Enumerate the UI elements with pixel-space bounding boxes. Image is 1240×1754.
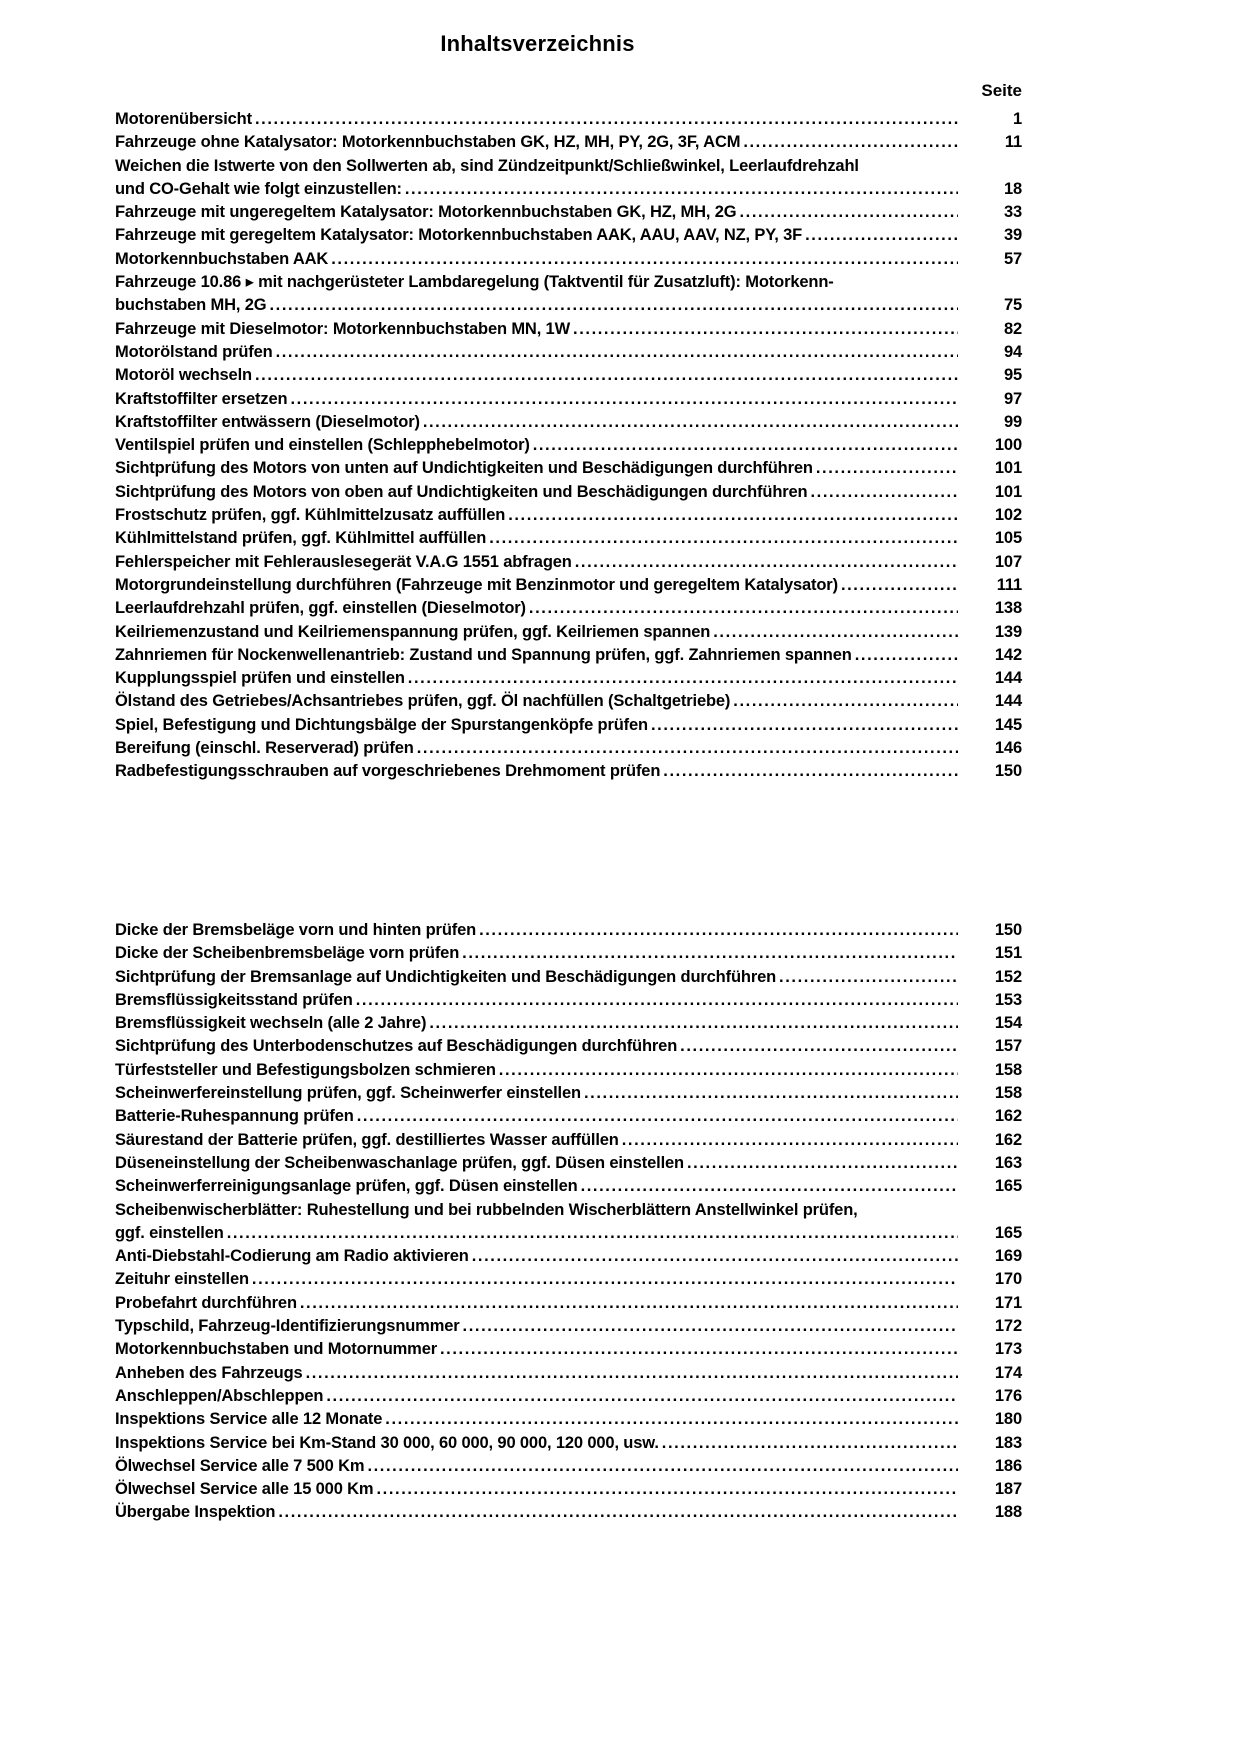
- toc-entry-page-number: 11: [1004, 133, 1022, 152]
- toc-entry-text: ggf. einstellen: [115, 1223, 224, 1242]
- toc-entry-text: Kraftstoffilter ersetzen: [115, 389, 288, 408]
- toc-entry-line: [115, 1385, 1022, 1408]
- toc-entry-page-number: 75: [1003, 296, 1022, 315]
- toc-entry-line: [115, 1315, 1022, 1338]
- toc-entry-line: [115, 1175, 1022, 1198]
- dot-leader: [486, 527, 958, 550]
- dot-leader: [275, 1501, 958, 1524]
- toc-entry-text: Dicke der Scheibenbremsbeläge vorn prüfen: [115, 944, 460, 963]
- toc-entry-page-number: 157: [994, 1037, 1022, 1056]
- dot-leader: [460, 1315, 958, 1338]
- toc-entry-line: [115, 919, 1022, 942]
- toc-section-2: [115, 919, 1022, 1525]
- toc-entry-page-number: 151: [994, 944, 1022, 963]
- toc-entry-page-number: 165: [994, 1177, 1022, 1196]
- toc-entry-text: Dicke der Bremsbeläge vorn und hinten prüfen: [115, 921, 477, 939]
- toc-entry-line: [115, 341, 1022, 364]
- toc-entry-page-number: 172: [994, 1317, 1022, 1336]
- dot-leader: [684, 1152, 958, 1175]
- toc-entry-line: [115, 597, 1022, 620]
- toc-entry-text: Spiel, Befestigung und Dichtungsbälge der Spurstangenköpfe prüfen: [115, 715, 648, 734]
- toc-entry-page-number: 102: [994, 506, 1022, 525]
- toc-entry-page-number: 183: [994, 1433, 1022, 1452]
- toc-entry-line: [115, 248, 1022, 271]
- toc-entry-line: [115, 667, 1022, 690]
- dot-leader: [459, 942, 958, 965]
- toc-entry-text: Türfeststeller und Befestigungsbolzen schmieren: [115, 1060, 496, 1079]
- toc-entry-page-number: 33: [1003, 203, 1022, 222]
- toc-entry-text: Anheben des Fahrzeugs: [115, 1363, 303, 1382]
- dot-leader: [677, 1035, 958, 1058]
- toc-entry-line: [115, 434, 1022, 457]
- toc-entry-page-number: 150: [994, 762, 1022, 781]
- toc-entry-text: Sichtprüfung des Motors von unten auf Undichtigkeiten und Beschädigungen durchführen: [115, 459, 813, 478]
- toc-entry-line: [115, 966, 1022, 989]
- toc-entry-page-number: 163: [994, 1153, 1022, 1172]
- dot-leader: [249, 1268, 958, 1291]
- toc-entry-text: Motorkennbuchstaben und Motornummer: [115, 1340, 437, 1359]
- dot-leader: [737, 201, 959, 224]
- dot-leader: [813, 457, 958, 480]
- toc-entry-line: [115, 1105, 1022, 1128]
- toc-entry-page-number: 169: [994, 1247, 1022, 1266]
- toc-entry-line: [115, 364, 1022, 387]
- toc-entry-page-number: 186: [994, 1456, 1022, 1475]
- toc-entry-text: Inspektions Service alle 12 Monate: [115, 1410, 383, 1429]
- toc-entry-text: Kühlmittelstand prüfen, ggf. Kühlmittel auffüllen: [115, 529, 487, 548]
- dot-leader: [266, 294, 958, 317]
- dot-leader: [364, 1455, 958, 1478]
- toc-entry-text: Kraftstoffilter entwässern (Dieselmotor): [115, 412, 420, 431]
- toc-entry-line: [115, 1035, 1022, 1058]
- toc-entry-line: [115, 1012, 1022, 1035]
- toc-entry-text: Düseneinstellung der Scheibenwaschanlage prüfen, ggf. Düsen einstellen: [115, 1153, 684, 1172]
- toc-entry-text: Ölstand des Getriebes/Achsantriebes prüfen, ggf. Öl nachfüllen (Schaltgetriebe): [115, 692, 731, 711]
- toc-entry-line: [115, 942, 1022, 965]
- toc-entry-line: [115, 224, 1022, 247]
- dot-leader: [710, 621, 958, 644]
- toc-entry-page-number: 187: [994, 1480, 1022, 1499]
- toc-entry-line: [115, 457, 1022, 480]
- toc-entry-line: [115, 989, 1022, 1012]
- dot-leader: [530, 434, 958, 457]
- toc-entry-line: [115, 737, 1022, 760]
- toc-entry-page-number: 153: [994, 990, 1022, 1009]
- toc-entry-line: [115, 1408, 1022, 1431]
- toc-section-1: [115, 108, 1022, 784]
- toc-entry-text: Bereifung (einschl. Reserverad) prüfen: [115, 739, 414, 758]
- toc-entry-line: [115, 714, 1022, 737]
- dot-leader: [660, 760, 958, 783]
- dot-leader: [505, 504, 958, 527]
- seite-column-header: Seite: [981, 81, 1022, 100]
- toc-entry-page-number: 150: [994, 921, 1022, 939]
- toc-entry-page-number: 95: [1003, 366, 1022, 385]
- toc-entry-line: [115, 1129, 1022, 1152]
- toc-entry-line: [115, 527, 1022, 550]
- toc-entry-page-number: 100: [994, 436, 1022, 455]
- toc-entry-page-number: 57: [1003, 249, 1022, 268]
- toc-entry-page-number: 152: [994, 967, 1022, 986]
- page-title: Inhaltsverzeichnis: [440, 31, 635, 56]
- toc-entry-line: [115, 621, 1022, 644]
- dot-leader: [469, 1245, 958, 1268]
- toc-entry-text: Weichen die Istwerte von den Sollwerten ab, sind Zündzeitpunkt/Schließwinkel, Leerlaufdrehzahl: [115, 156, 859, 175]
- toc-entry-line: [115, 1152, 1022, 1175]
- toc-entry-text: Probefahrt durchführen: [115, 1293, 297, 1312]
- toc-entry-page-number: 180: [994, 1410, 1022, 1429]
- toc-entry-text: Übergabe Inspektion: [115, 1503, 276, 1522]
- toc-entry-line: [115, 481, 1022, 504]
- dot-leader: [297, 1292, 958, 1315]
- dot-leader: [570, 318, 958, 341]
- toc-entry-line: [115, 178, 1022, 201]
- dot-leader: [740, 131, 958, 154]
- toc-entry-page-number: 101: [994, 459, 1022, 478]
- toc-entry-text: Keilriemenzustand und Keilriemenspannung prüfen, ggf. Keilriemen spannen: [115, 622, 711, 641]
- toc-entry-page-number: 154: [994, 1014, 1022, 1033]
- toc-entry-text: Ölwechsel Service alle 7 500 Km: [115, 1456, 365, 1475]
- toc-entry-text: Sichtprüfung der Bremsanlage auf Undichtigkeiten und Beschädigungen durchführen: [115, 967, 777, 986]
- dot-leader: [405, 667, 958, 690]
- toc-entry-page-number: 1: [1012, 110, 1022, 128]
- toc-entry-page-number: 94: [1003, 342, 1022, 361]
- toc-entry-page-number: 144: [994, 692, 1022, 711]
- toc-entry-text: Motorkennbuchstaben AAK: [115, 249, 329, 268]
- toc-entry-text: Motorenübersicht: [115, 110, 252, 128]
- toc-entry-line: [115, 294, 1022, 317]
- toc-entry-text: und CO-Gehalt wie folgt einzustellen:: [115, 179, 402, 198]
- toc-entry-line: [115, 1199, 1022, 1222]
- dot-leader: [402, 178, 958, 201]
- toc-entry-line: [115, 1059, 1022, 1082]
- toc-entry-page-number: 142: [994, 645, 1022, 664]
- toc-entry-text: Fahrzeuge mit Dieselmotor: Motorkennbuchstaben MN, 1W: [115, 319, 571, 338]
- toc-entry-line: [115, 551, 1022, 574]
- toc-entry-text: Fahrzeuge ohne Katalysator: Motorkennbuchstaben GK, HZ, MH, PY, 2G, 3F, ACM: [115, 133, 741, 152]
- dot-leader: [838, 574, 958, 597]
- toc-entry-text: Motorölstand prüfen: [115, 342, 273, 361]
- toc-entry-line: [115, 1222, 1022, 1245]
- toc-entry-line: [115, 504, 1022, 527]
- toc-entry-page-number: 162: [994, 1130, 1022, 1149]
- toc-entry-text: Bremsflüssigkeitsstand prüfen: [115, 990, 353, 1009]
- dot-leader: [581, 1082, 958, 1105]
- toc-entry-line: [115, 644, 1022, 667]
- toc-entry-page-number: 176: [994, 1386, 1022, 1405]
- toc-entry-text: Sichtprüfung des Unterbodenschutzes auf Beschädigungen durchführen: [115, 1037, 678, 1056]
- toc-entry-text: Säurestand der Batterie prüfen, ggf. destilliertes Wasser auffüllen: [115, 1130, 619, 1149]
- toc-entry-line: [115, 201, 1022, 224]
- toc-entry-line: [115, 271, 1022, 294]
- toc-entry-line: [115, 1501, 1022, 1524]
- dot-leader: [303, 1362, 958, 1385]
- toc-entry-page-number: 107: [994, 552, 1022, 571]
- toc-entry-text: Motorgrundeinstellung durchführen (Fahrzeuge mit Benzinmotor und geregeltem Katalysator): [115, 575, 838, 594]
- toc-entry-text: Kupplungsspiel prüfen und einstellen: [115, 669, 405, 688]
- toc-entry-text: Radbefestigungsschrauben auf vorgeschriebenes Drehmoment prüfen: [115, 762, 661, 781]
- toc-entry-line: [115, 760, 1022, 783]
- toc-entry-text: Anti-Diebstahl-Codierung am Radio aktivieren: [115, 1247, 469, 1266]
- toc-entry-page-number: 99: [1003, 412, 1022, 431]
- dot-leader: [328, 248, 958, 271]
- toc-entry-page-number: 97: [1003, 389, 1022, 408]
- dot-leader: [802, 224, 958, 247]
- dot-leader: [619, 1129, 958, 1152]
- toc-entry-line: [115, 1362, 1022, 1385]
- toc-entry-text: Bremsflüssigkeit wechseln (alle 2 Jahre): [115, 1014, 427, 1033]
- toc-entry-text: Typschild, Fahrzeug-Identifizierungsnummer: [115, 1317, 460, 1336]
- dot-leader: [323, 1385, 958, 1408]
- dot-leader: [224, 1222, 958, 1245]
- dot-leader: [776, 966, 958, 989]
- toc-entry-page-number: 158: [994, 1060, 1022, 1079]
- toc-entry-line: [115, 318, 1022, 341]
- toc-entry-line: [115, 1292, 1022, 1315]
- dot-leader: [252, 108, 958, 131]
- toc-entry-line: [115, 108, 1022, 131]
- toc-entry-text: Scheinwerfereinstellung prüfen, ggf. Scheinwerfer einstellen: [115, 1084, 581, 1103]
- dot-leader: [353, 989, 958, 1012]
- dot-leader: [414, 737, 958, 760]
- toc-entry-page-number: 82: [1003, 319, 1022, 338]
- dot-leader: [526, 597, 958, 620]
- toc-entry-text: Scheibenwischerblätter: Ruhestellung und bei rubbelnden Wischerblättern Anstellwinkel prüfen,: [115, 1200, 858, 1219]
- toc-entry-page-number: 170: [994, 1270, 1022, 1289]
- toc-entry-line: [115, 690, 1022, 713]
- dot-leader: [852, 644, 958, 667]
- toc-entry-text: Leerlaufdrehzahl prüfen, ggf. einstellen (Dieselmotor): [115, 599, 526, 618]
- toc-entry-page-number: 139: [994, 622, 1022, 641]
- toc-entry-page-number: 171: [994, 1293, 1022, 1312]
- toc-entry-line: [115, 1432, 1022, 1455]
- toc-entry-text: Sichtprüfung des Motors von oben auf Undichtigkeiten und Beschädigungen durchführen: [115, 482, 808, 501]
- toc-entry-text: Ölwechsel Service alle 15 000 Km: [115, 1480, 374, 1499]
- toc-entry-line: [115, 1478, 1022, 1501]
- toc-entry-page-number: 162: [994, 1107, 1022, 1126]
- toc-entry-page-number: 174: [994, 1363, 1022, 1382]
- toc-entry-text: Anschleppen/Abschleppen: [115, 1386, 324, 1405]
- toc-entry-page-number: 111: [996, 575, 1022, 594]
- toc-entry-line: [115, 1245, 1022, 1268]
- toc-entry-text: Fehlerspeicher mit Fehlerauslesegerät V.A.G 1551 abfragen: [115, 552, 572, 571]
- toc-entry-text: Inspektions Service bei Km-Stand 30 000, 60 000, 90 000, 120 000, usw.: [115, 1433, 659, 1452]
- dot-leader: [252, 364, 958, 387]
- toc-entry-text: Batterie-Ruhespannung prüfen: [115, 1107, 354, 1126]
- toc-entry-page-number: 101: [994, 482, 1022, 501]
- dot-leader: [420, 411, 958, 434]
- dot-leader: [476, 919, 958, 942]
- toc-entry-text: Frostschutz prüfen, ggf. Kühlmittelzusatz auffüllen: [115, 506, 506, 525]
- toc-entry-line: [115, 574, 1022, 597]
- toc-entry-line: [115, 388, 1022, 411]
- dot-leader: [373, 1478, 958, 1501]
- toc-entry-text: Zahnriemen für Nockenwellenantrieb: Zustand und Spannung prüfen, ggf. Zahnriemen spannen: [115, 645, 852, 664]
- dot-leader: [807, 481, 958, 504]
- toc-entry-line: [115, 1268, 1022, 1291]
- toc-entry-page-number: 138: [994, 599, 1022, 618]
- dot-leader: [578, 1175, 958, 1198]
- toc-entry-page-number: 145: [994, 715, 1022, 734]
- dot-leader: [496, 1059, 958, 1082]
- toc-entry-page-number: 144: [994, 669, 1022, 688]
- toc-entry-page-number: 158: [994, 1084, 1022, 1103]
- dot-leader: [273, 341, 958, 364]
- toc-entry-page-number: 165: [994, 1223, 1022, 1242]
- dot-leader: [426, 1012, 958, 1035]
- toc-entry-text: Fahrzeuge 10.86 ▸ mit nachgerüsteter Lambdaregelung (Taktventil für Zusatzluft): Motorkenn-: [115, 273, 834, 292]
- toc-entry-text: Zeituhr einstellen: [115, 1270, 249, 1289]
- toc-entry-line: [115, 411, 1022, 434]
- dot-leader: [659, 1432, 958, 1455]
- toc-entry-page-number: 146: [994, 739, 1022, 758]
- toc-entry-text: Motoröl wechseln: [115, 366, 252, 385]
- dot-leader: [730, 690, 958, 713]
- dot-leader: [437, 1338, 958, 1361]
- dot-leader: [648, 714, 958, 737]
- toc-entry-line: [115, 1338, 1022, 1361]
- toc-entry-page-number: 173: [994, 1340, 1022, 1359]
- dot-leader: [572, 551, 958, 574]
- toc-entry-line: [115, 155, 1022, 178]
- toc-entry-text: buchstaben MH, 2G: [115, 296, 267, 315]
- toc-entry-line: [115, 131, 1022, 154]
- toc-entry-page-number: 105: [994, 529, 1022, 548]
- dot-leader: [287, 388, 958, 411]
- toc-entry-page-number: 39: [1003, 226, 1022, 245]
- toc-entry-page-number: 188: [994, 1503, 1022, 1522]
- toc-entry-line: [115, 1455, 1022, 1478]
- toc-entry-page-number: 18: [1003, 179, 1022, 198]
- dot-leader: [382, 1408, 958, 1431]
- toc-entry-line: [115, 1082, 1022, 1105]
- toc-entry-text: Ventilspiel prüfen und einstellen (Schlepphebelmotor): [115, 436, 530, 455]
- toc-entry-text: Fahrzeuge mit ungeregeltem Katalysator: Motorkennbuchstaben GK, HZ, MH, 2G: [115, 203, 737, 222]
- toc-entry-text: Fahrzeuge mit geregeltem Katalysator: Motorkennbuchstaben AAK, AAU, AAV, NZ, PY, 3F: [115, 226, 803, 245]
- toc-entry-text: Scheinwerferreinigungsanlage prüfen, ggf. Düsen einstellen: [115, 1177, 578, 1196]
- dot-leader: [354, 1105, 958, 1128]
